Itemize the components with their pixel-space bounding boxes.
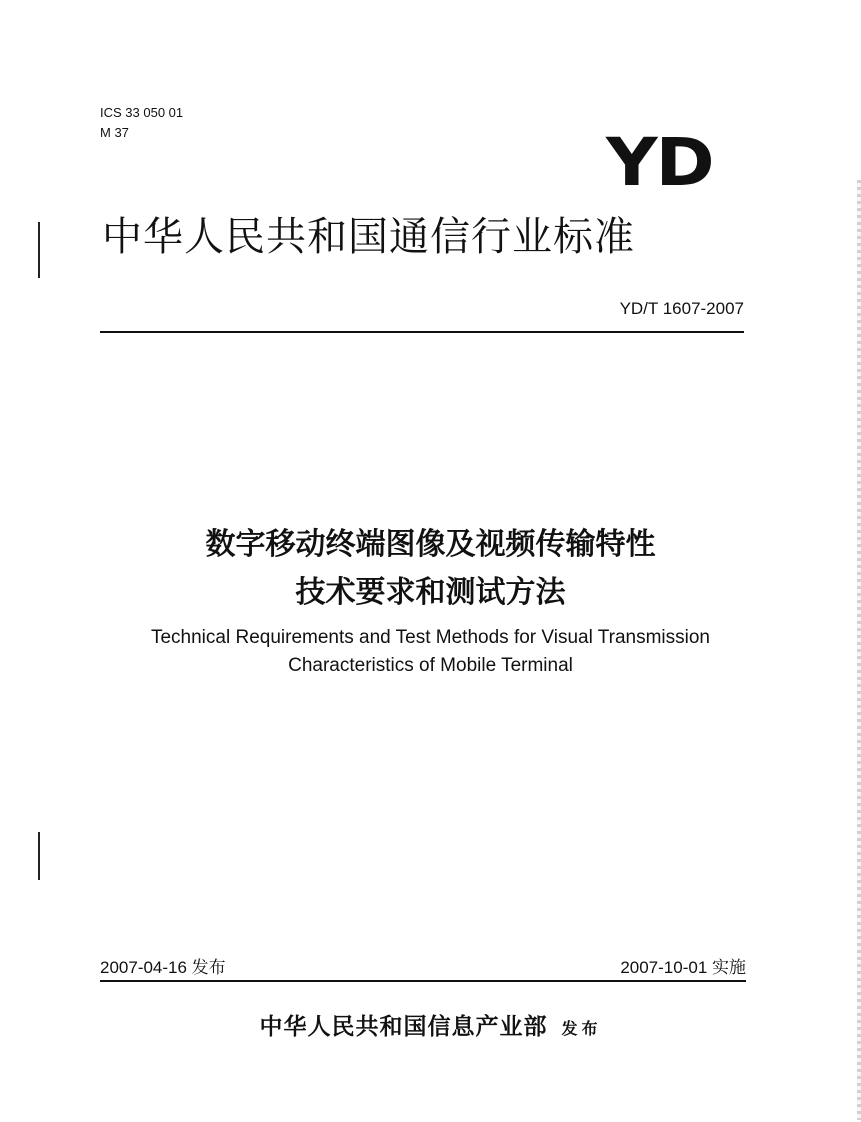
header-divider (100, 331, 744, 333)
document-title-cn-line2: 技术要求和测试方法 (295, 575, 566, 610)
scan-edge-right (857, 180, 861, 1120)
footer-divider (100, 980, 746, 982)
standard-number: YD/T 1607-2007 (619, 299, 744, 318)
standard-category-title: 中华人民共和国通信行业标准 (102, 214, 635, 260)
publisher-action: 发布 (561, 1019, 602, 1038)
scan-mark-left-bottom (38, 832, 40, 880)
publisher-line (0, 1012, 861, 1044)
document-title-en-line2: Characteristics of Mobile Terminal (288, 655, 573, 676)
document-title-cn-line1: 数字移动终端图像及视频传输特性 (205, 527, 656, 562)
issue-date: 2007-04-16 发布 (100, 958, 226, 977)
yd-logo: YD (606, 124, 713, 201)
scan-mark-left-top (38, 222, 40, 278)
publisher-name: 中华人民共和国信息产业部 (259, 1013, 548, 1040)
implementation-date: 2007-10-01 实施 (620, 958, 746, 977)
ics-code: ICS 33 050 01 (100, 105, 184, 120)
document-title-en-line1: Technical Requirements and Test Methods for Visual Transmission (150, 627, 710, 648)
ccs-code: M 37 (100, 125, 129, 140)
